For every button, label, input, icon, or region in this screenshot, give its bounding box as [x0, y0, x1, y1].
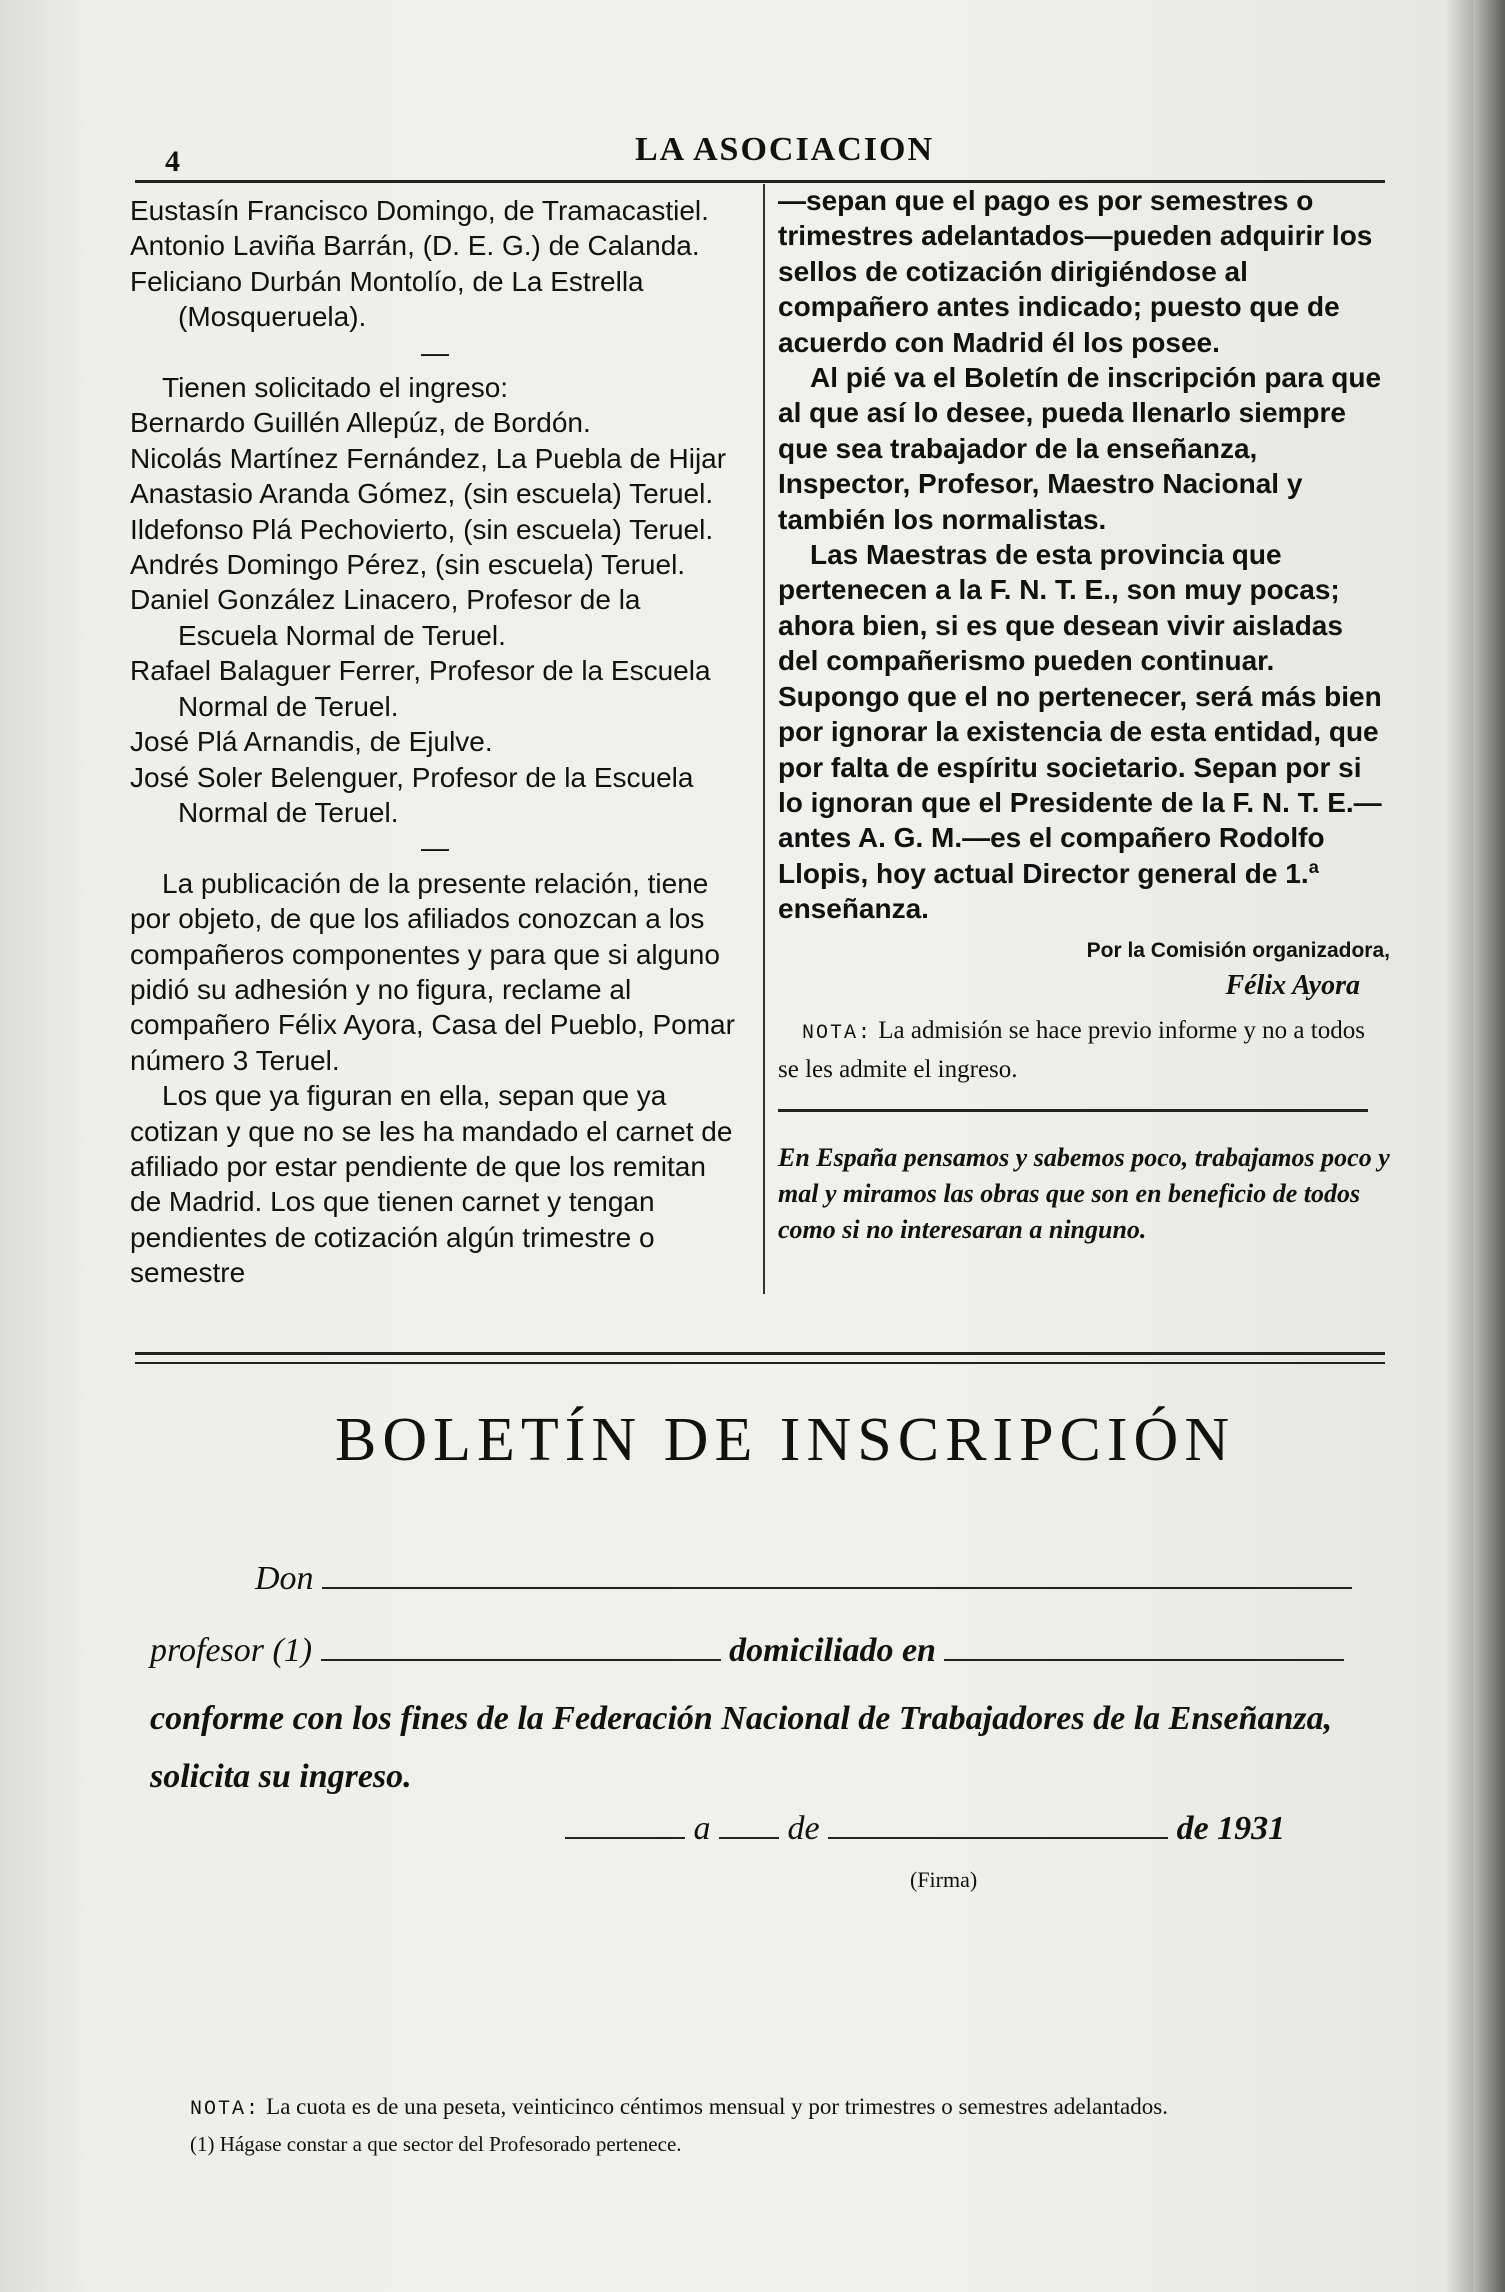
signature-label: Por la Comisión organizadora,: [1086, 938, 1390, 962]
boletin-rule-top: [135, 1352, 1385, 1355]
applicant-item: Ildefonso Plá Pechovierto, (sin escuela) Teruel.: [130, 513, 714, 545]
domiciliado-label: domiciliado en: [729, 1632, 936, 1669]
applicant-item: Nicolás Martínez Fernández, La Puebla de Hijar: [130, 442, 727, 474]
bulletin-paragraph: Al pié va el Boletín de inscripción para que al que así lo desee, pueda llenarlo siempre que sea trabajador de la enseñanza, Inspector, Profesor, Maestro Nacional y también los normalistas.: [778, 362, 1382, 535]
profesor-label: profesor (1): [150, 1632, 313, 1669]
left-column: [130, 193, 740, 1291]
sector-note: (1) Hágase constar a que sector del Profesorado pertenece.: [190, 2132, 682, 2156]
applicant-item: José Plá Arnandis, de Ejulve.: [130, 726, 493, 758]
footnotes: [190, 2090, 1390, 2161]
members-paragraph: Los que ya figuran en ella, sepan que ya cotizan y que no se les ha mandado el carnet de afiliado por estar pendiente de que los remitan de Madrid. Los que tienen carnet y tengan pendientes de cotización algún trimestre o semestre: [130, 1080, 733, 1289]
year-label: de 1931: [1176, 1810, 1286, 1847]
cuota-note: [190, 2090, 1390, 2127]
name-field[interactable]: [322, 1561, 1352, 1589]
page-header: [135, 125, 1385, 185]
address-field[interactable]: [944, 1633, 1344, 1661]
quote-rule: [778, 1109, 1368, 1112]
footnote-nota-label: NOTA:: [190, 2098, 261, 2121]
applicant-item: Bernardo Guillén Allepúz, de Bordón.: [130, 407, 591, 439]
don-label: Don: [255, 1560, 314, 1597]
cuota-text: La cuota es de una peseta, veinticinco céntimos mensual y por trimestres o semestres adelantados.: [266, 2094, 1168, 2119]
right-column: [778, 183, 1390, 1248]
page-title: LA ASOCIACION: [635, 131, 935, 168]
boletin-rule-bottom: [135, 1362, 1385, 1364]
maestras-paragraph: Las Maestras de esta provincia que pertenecen a la F. N. T. E., son muy pocas; ahora bien, si es que desean vivir aisladas del compañerismo pueden continuar. Supongo que el no pertenecer, será más bien por ignorar la existencia de esta entidad, que por falta de espíritu societario. Sepan por si lo ignoran que el Presidente de la F. N. T. E.—antes A. G. M.—es el compañero Rodolfo Llopis, hoy actual Director general de 1.ª enseñanza.: [778, 539, 1382, 925]
section-dash: —: [421, 832, 449, 864]
member-item: Eustasín Francisco Domingo, de Tramacastiel.: [130, 195, 709, 226]
applicant-item: Andrés Domingo Pérez, (sin escuela) Teruel.: [130, 549, 686, 581]
member-item: Antonio Laviña Barrán, (D. E. G.) de Calanda.: [130, 230, 700, 262]
date-a-label: a: [693, 1810, 711, 1847]
signature-name: Félix Ayora: [1225, 969, 1360, 1001]
column-divider: [763, 184, 765, 1294]
applicants-intro: Tienen solicitado el ingreso:: [162, 372, 509, 404]
date-de-label: de: [787, 1810, 820, 1847]
closing-quote: En España pensamos y sabemos poco, trabajamos poco y mal y miramos las obras que son en beneficio de todos como si no interesaran a ninguno.: [778, 1143, 1390, 1245]
section-dash: —: [421, 336, 449, 368]
page-edge: [1473, 0, 1505, 2292]
member-item: Feliciano Durbán Montolío, de La Estrella (Mosqueruela).: [130, 265, 644, 333]
place-field[interactable]: [565, 1811, 685, 1839]
payment-paragraph: —sepan que el pago es por semestres o trimestres adelantados—pueden adquirir los sellos de cotización dirigiéndose al compañero antes indicado; puesto que de acuerdo con Madrid él los posee.: [778, 185, 1373, 358]
form-title: BOLETÍN DE INSCRIPCIÓN: [335, 1406, 1236, 1474]
don-row: [255, 1560, 1375, 1598]
applicant-item: Anastasio Aranda Gómez, (sin escuela) Teruel.: [130, 478, 714, 510]
page-number: 4: [165, 145, 180, 178]
month-field[interactable]: [828, 1811, 1168, 1839]
publication-paragraph: La publicación de la presente relación, tiene por objeto, de que los afiliados conozcan a los compañeros componentes y para que si alguno pidió su adhesión y no figura, reclame al compañero Félix Ayora, Casa del Pueblo, Pomar número 3 Teruel.: [130, 867, 735, 1076]
sector-field[interactable]: [321, 1633, 721, 1661]
applicant-item: Daniel González Linacero, Profesor de la Escuela Normal de Teruel.: [130, 584, 641, 651]
firma-label: (Firma): [910, 1867, 978, 1892]
nota-text: La admisión se hace previo informe y no a todos se les admite el ingreso.: [778, 1017, 1365, 1083]
profesor-row: [150, 1632, 1385, 1670]
conforme-text: conforme con los fines de la Federación Nacional de Trabajadores de la Enseñanza, solicita su ingreso.: [150, 1700, 1333, 1795]
day-field[interactable]: [719, 1811, 779, 1839]
applicant-item: Rafael Balaguer Ferrer, Profesor de la Escuela Normal de Teruel.: [130, 655, 711, 722]
applicant-item: José Soler Belenguer, Profesor de la Escuela Normal de Teruel.: [130, 761, 694, 828]
admission-note: [778, 1013, 1390, 1087]
nota-label: NOTA:: [802, 1022, 873, 1046]
date-row: [565, 1810, 1385, 1848]
